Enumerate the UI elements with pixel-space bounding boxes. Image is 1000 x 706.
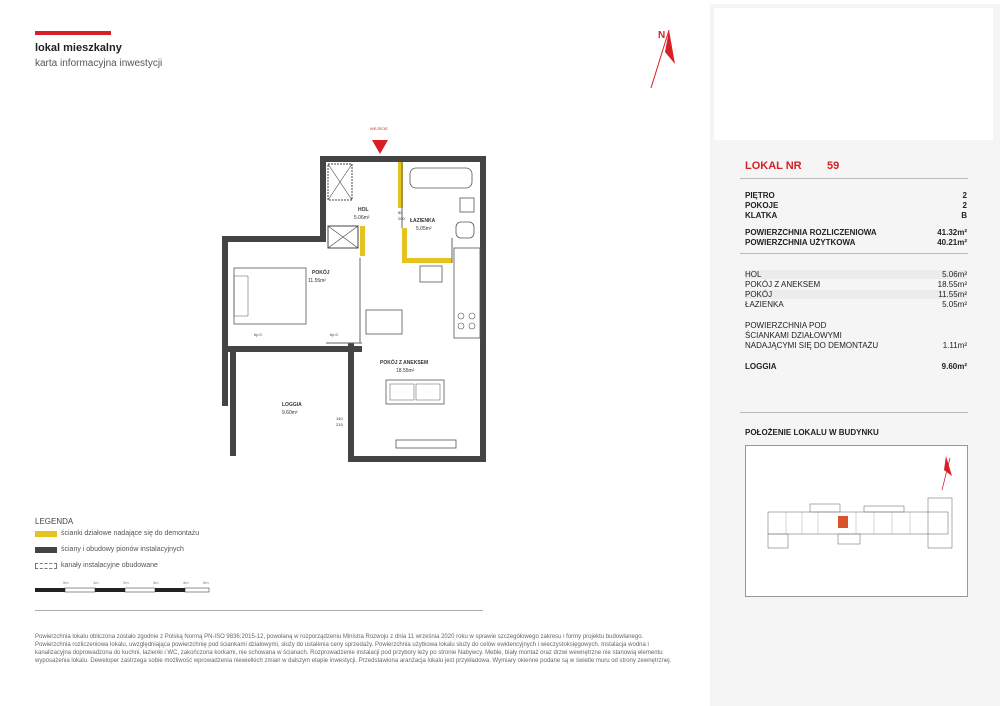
row-label: ŁAZIENKA <box>745 300 784 309</box>
door-dim-height: 200 <box>398 216 405 221</box>
info-panel-header-blank <box>714 8 993 140</box>
scale-tick-2: 2m <box>123 580 129 585</box>
row-value: 18.55m² <box>937 280 967 289</box>
row-value: 2 <box>962 201 967 210</box>
row-label: POWIERZCHNIA ROZLICZENIOWA <box>745 228 877 237</box>
row-value: B <box>961 211 967 220</box>
row-room-pokoj <box>745 290 967 299</box>
row-pow-rozliczeniowa <box>745 228 967 237</box>
row-pow-uzytkowa <box>745 238 967 247</box>
north-label: N <box>658 30 666 41</box>
lokal-label: LOKAL NR <box>745 160 802 172</box>
north-arrow-icon <box>645 22 685 94</box>
row-value: 5.06m² <box>942 270 967 279</box>
row-room-pokoj-aneks <box>745 280 967 289</box>
walls-note-line1 <box>745 321 967 330</box>
legend-item-walls <box>35 546 184 553</box>
legend-title: LEGENDA <box>35 517 74 526</box>
footer-divider <box>35 610 483 611</box>
row-label: LOGGIA <box>745 362 777 371</box>
scale-tick-3: 3m <box>153 580 159 585</box>
row-value: 41.32m² <box>937 228 967 237</box>
row-label: POWIERZCHNIA UŻYTKOWA <box>745 238 856 247</box>
room-label-pokoj-aneks: POKÓJ Z ANEKSEM <box>380 360 429 366</box>
row-value: 40.21m² <box>937 238 967 247</box>
door-dim-width: 80 <box>398 210 403 215</box>
scale-tick-4: 4m <box>183 580 189 585</box>
hp-label-1: hp 0 <box>254 332 262 337</box>
legend-swatch-dark <box>35 547 57 553</box>
legend-swatch-yellow <box>35 531 57 537</box>
scale-tick-5: 5m <box>203 580 209 585</box>
row-pokoje <box>745 201 967 210</box>
page-subtitle: karta informacyjna inwestycji <box>35 58 163 69</box>
footer-note: Powierzchnia lokalu obliczona zostało zgodnie z Polską Normą PN-ISO 9836:2015-12, powołaną w rozporządzeniu Ministra Rozwoju z dnia 11 września 2020 roku w sprawie szczegółowego zakresu i formy projektu budowlanego. Powierzchnia rozliczeniowa lokalu, uwzględniająca powierzchnię pod ściankami działowymi, służy do ustalenia ceny sprzedaży. Powierzchnia użytkowa lokalu służy do celów ewidencyjnych i wieczystoksięgowych. Instalacja wodna i kanalizacyjna doprowadzona do kuchni, łazienki i WC, zakończona korkami, nie schowana w ścianach. Rozprowadzenie instalacji pod przybory leży po stronie Nabywcy. Meble, biały montaż oraz drzwi wewnętrzne nie stanowią elementu wyposażenia lokalu. Deweloper zastrzega sobie możliwość wprowadzenia niewielkich zmian w dalszym etapie inwestycji. Przedstawiona aranżacja lokalu jest przykładowa. Wymiary okienne podane są w świetle muru od strony zewnętrznej. <box>35 634 672 664</box>
row-label: POKÓJ Z ANEKSEM <box>745 280 821 289</box>
row-value: 2 <box>962 191 967 200</box>
hp-label-2: hp 0 <box>330 332 338 337</box>
row-loggia <box>745 362 967 371</box>
room-area-pokoj-aneks: 18.55m² <box>396 368 415 374</box>
legend-swatch-dashed <box>35 563 57 569</box>
scale-tick-0: 0m <box>63 580 69 585</box>
row-label: KLATKA <box>745 211 778 220</box>
lokal-number: 59 <box>827 160 840 172</box>
floor-plan <box>210 118 500 468</box>
room-area-loggia: 9.60m² <box>282 410 298 416</box>
legend-item-channels <box>35 562 158 569</box>
room-area-lazienka: 5.05m² <box>416 226 432 232</box>
building-outline <box>746 446 967 596</box>
header-accent-bar <box>35 31 111 35</box>
row-room-lazienka <box>745 300 967 309</box>
walls-note-text: ŚCIANKAMI DZIAŁOWYMI <box>745 331 842 340</box>
panel-divider <box>740 412 968 413</box>
legend-label: ściany i obudowy pionów instalacyjnych <box>61 546 184 553</box>
page-title: lokal mieszkalny <box>35 42 122 54</box>
room-area-pokoj: 11.55m² <box>308 278 326 284</box>
window-dim-width: 140 <box>336 416 343 421</box>
row-room-hol <box>745 270 967 279</box>
row-value: 5.05m² <box>942 300 967 309</box>
row-value: 11.55m² <box>938 290 967 299</box>
walls-note-line2 <box>745 331 967 340</box>
location-title: POŁOŻENIE LOKALU W BUDYNKU <box>745 428 879 437</box>
walls-note-line3 <box>745 341 967 350</box>
room-area-hol: 5.06m² <box>354 215 370 221</box>
panel-divider <box>740 178 968 179</box>
panel-divider <box>740 253 968 254</box>
room-label-pokoj: POKÓJ <box>312 270 330 276</box>
entry-label: WEJŚCIE <box>370 126 388 131</box>
room-label-loggia: LOGGIA <box>282 402 302 408</box>
row-label: POKOJE <box>745 201 779 210</box>
building-location-map <box>745 445 968 597</box>
room-label-hol: HOL <box>358 207 369 213</box>
room-label-lazienka: ŁAZIENKA <box>410 218 436 224</box>
legend-label: kanały instalacyjne obudowane <box>61 562 158 569</box>
legend-label: ścianki działowe nadające się do demontażu <box>61 530 200 537</box>
scale-tick-1: 1m <box>93 580 99 585</box>
row-klatka <box>745 211 967 220</box>
row-label: HOL <box>745 270 762 279</box>
walls-note-text: NADAJĄCYMI SIĘ DO DEMONTAŻU <box>745 341 879 350</box>
row-label: PIĘTRO <box>745 191 775 200</box>
scale-bar <box>35 580 211 594</box>
window-dim-height: 215 <box>336 422 343 427</box>
walls-note-value: 1.11m² <box>942 341 967 350</box>
legend-item-demontaz <box>35 530 199 537</box>
row-pietro <box>745 191 967 200</box>
walls-note-text: POWIERZCHNIA POD <box>745 321 827 330</box>
row-label: POKÓJ <box>745 290 773 299</box>
row-value: 9.60m² <box>941 362 967 371</box>
